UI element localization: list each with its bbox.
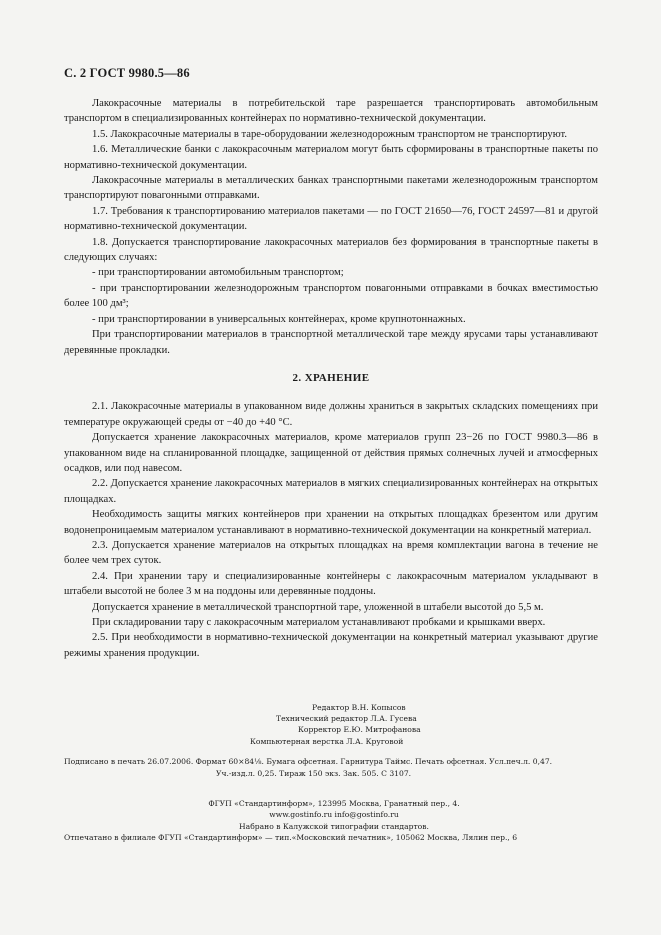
paragraph: 1.6. Металлические банки с лакокрасочным материалом могут быть сформированы в транспортные пакеты по нормативно-технической документации. [64, 144, 598, 171]
editor-credit: Редактор В.Н. Копысов [312, 703, 406, 712]
paragraph: 2.5. При необходимости в нормативно-технической документации на конкретный материал указывают другие режимы хранения продукции. [64, 632, 598, 659]
section-title: 2. ХРАНЕНИЕ [292, 371, 370, 384]
list-item: - при транспортировании автомобильным транспортом; [92, 267, 344, 279]
paragraph: 1.8. Допускается транспортирование лакокрасочных материалов без формирования в транспортные пакеты в следующих случаях: [64, 236, 598, 264]
paragraph: 2.3. Допускается хранение материалов на открытых площадках на время комплектации вагона в течение не более чем трех суток. [64, 539, 598, 567]
body-text [64, 96, 598, 661]
credits-block [250, 702, 510, 747]
imprint-line: Подписано в печать 26.07.2006. Формат 60×84⅛. Бумага офсетная. Гарнитура Таймс. Печать офсетная. Усл.печ.л. 0,47. [64, 757, 553, 766]
paragraph: Лакокрасочные материалы в металлических банках транспортными пакетами железнодорожным транспортом транспортируют повагонными отправками. [64, 175, 598, 202]
paragraph: При транспортировании материалов в транспортной металлической таре между ярусами тары устанавливают деревянные прокладки. [64, 329, 598, 356]
paragraph: При складировании тару с лакокрасочным материалом устанавливают пробками и крышками вверх. [92, 617, 546, 628]
paragraph: Допускается хранение в металлической транспортной таре, уложенной в штабели высотой до 5,5 м. [92, 601, 544, 613]
imprint-block [64, 756, 604, 780]
paragraph: 2.4. При хранении тару и специализированные контейнеры с лакокрасочным материалом укладывают в штабели высотой не более 3 м на поддоны или деревянные поддоны. [64, 570, 598, 598]
publisher-line: ФГУП «Стандартинформ», 123995 Москва, Гранатный пер., 4. [208, 799, 460, 808]
paragraph: 1.5. Лакокрасочные материалы в таре-оборудовании железнодорожным транспортом не транспортируют. [92, 128, 567, 140]
paragraph: 2.1. Лакокрасочные материалы в упакованном виде должны храниться в закрытых складских помещениях при температуре окружающей среды от −40 до +40 °С. [64, 401, 598, 428]
paragraph: 1.7. Требования к транспортированию материалов пакетами — по ГОСТ 21650—76, ГОСТ 24597—81 и другой нормативно-технической документации. [64, 205, 598, 233]
paragraph: Лакокрасочные материалы в потребительской таре разрешается транспортировать автомобильным транспортом в специализированных контейнерах по нормативно-технической документации. [64, 98, 598, 125]
proofreader-credit: Корректор Е.Ю. Митрофанова [298, 725, 421, 735]
list-item: - при транспортировании в универсальных контейнерах, кроме крупнотоннажных. [92, 313, 466, 325]
publisher-line: Отпечатано в филиале ФГУП «Стандартинформ» — тип.«Московский печатник», 105062 Москва, Лялин пер., 6 [64, 833, 518, 843]
paragraph: Допускается хранение лакокрасочных материалов, кроме материалов групп 23−26 по ГОСТ 9980.3—86 в упакованном виде на спланированной площадке, защищенной от действия прямых солнечных лучей и атмосферных осадков, или под навесом. [64, 432, 598, 474]
paragraph: Необходимость защиты мягких контейнеров при хранении на открытых площадках брезентом или другим водонепроницаемым материалом устанавливают в нормативно-технической документации на конкретный материал. [64, 509, 598, 536]
publisher-web: www.gostinfo.ru info@gostinfo.ru [269, 810, 399, 820]
publisher-line: Набрано в Калужской типографии стандартов. [239, 821, 429, 831]
page-header: С. 2 ГОСТ 9980.5—86 [64, 66, 190, 80]
imprint-line: Уч.-изд.л. 0,25. Тираж 150 экз. Зак. 505. С 3107. [216, 769, 412, 778]
list-item: - при транспортировании железнодорожным транспортом повагонными отправками в бочках вместимостью более 100 дм³; [64, 282, 598, 310]
paragraph: 2.2. Допускается хранение лакокрасочных материалов в мягких специализированных контейнерах на открытых площадках. [64, 478, 598, 505]
publisher-block [64, 798, 604, 844]
layout-credit: Компьютерная верстка Л.А. Круговой [250, 736, 404, 746]
tech-editor-credit: Технический редактор Л.А. Гусева [276, 714, 417, 724]
